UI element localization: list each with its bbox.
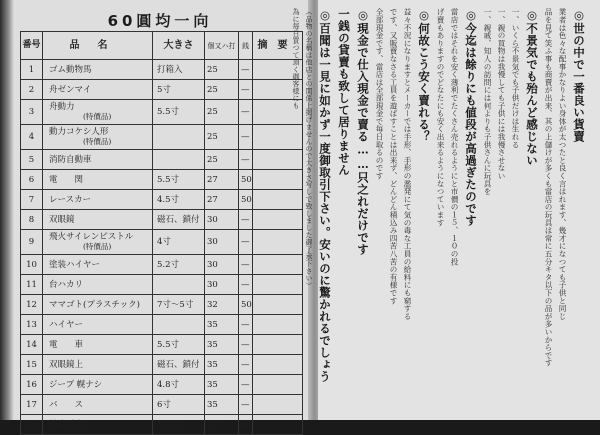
item-multiple: 27 <box>205 170 239 190</box>
item-multiple: 25 <box>205 125 239 150</box>
item-special-price-tag: (特價品) <box>83 112 112 121</box>
section-heading: 一銭の貸賣も致して居りません <box>337 8 351 176</box>
item-multiple: 30 <box>205 210 239 230</box>
table-row <box>21 230 303 255</box>
section-heading: ◎現金で仕入現金で賣る……只之れだけです <box>356 8 370 256</box>
item-price: — <box>239 80 253 100</box>
item-size <box>153 125 205 150</box>
header-multiple: 個又ハ打 <box>205 32 239 60</box>
header-no: 番号 <box>21 32 43 60</box>
item-name-text: 動力コケシ人形 <box>49 127 109 137</box>
table-row <box>21 60 303 80</box>
item-price: — <box>239 100 253 125</box>
item-name-text: レースカー <box>49 194 92 205</box>
section-heading: ◎不景気でも殆んど感じない <box>525 8 539 167</box>
item-special-price-tag: (特價品) <box>83 137 112 146</box>
table-row <box>21 375 303 395</box>
item-multiple: 35 <box>205 395 239 415</box>
item-name <box>43 80 153 100</box>
body-text-column: です、又販賣なさる工員を遊ばすことは出来ず、どんどん積込み四苦八苦の有様です <box>389 8 398 305</box>
row-number: 9 <box>21 230 43 255</box>
row-number: 11 <box>21 275 43 295</box>
item-name <box>43 150 153 170</box>
item-size: 7寸～5寸 <box>153 295 205 315</box>
item-name <box>43 335 153 355</box>
item-multiple: 35 <box>205 375 239 395</box>
header-name: 品名 <box>43 32 153 60</box>
item-multiple: 37 <box>205 415 239 435</box>
row-number: 3 <box>21 100 43 125</box>
item-size <box>153 150 205 170</box>
item-multiple: 25 <box>205 100 239 125</box>
item-name <box>43 315 153 335</box>
item-name <box>43 355 153 375</box>
table-row <box>21 415 303 435</box>
item-price: 50 <box>239 170 253 190</box>
item-size <box>153 275 205 295</box>
item-price: — <box>239 275 253 295</box>
item-multiple: 35 <box>205 315 239 335</box>
item-name <box>43 210 153 230</box>
row-number: 2 <box>21 80 43 100</box>
body-text-column: 為に毎日買つて頂く御客様にも <box>292 8 300 109</box>
item-size: 4.8寸 <box>153 375 205 395</box>
item-size: 磁石、鎖付 <box>153 210 205 230</box>
item-special-price-tag: (特價品) <box>83 242 112 251</box>
row-number: 6 <box>21 170 43 190</box>
table-row <box>21 395 303 415</box>
item-size: 5.5寸 <box>153 170 205 190</box>
row-number: 8 <box>21 210 43 230</box>
row-number: 15 <box>21 355 43 375</box>
item-name-text: 舟ゼンマイ <box>49 84 92 95</box>
item-name <box>43 190 153 210</box>
item-name-text: ジープ 幌ナシ <box>49 379 103 390</box>
item-name-text: ハイヤー <box>49 319 84 330</box>
body-text-column: 業者は色々な配事かなりよい身体が太つたと良く言はれます、幾才になつても子供と同じ <box>558 8 567 320</box>
item-price: — <box>239 125 253 150</box>
item-name-text: 消防自動車 <box>49 154 92 165</box>
table-row <box>21 100 303 125</box>
item-name <box>43 125 153 150</box>
item-price: — <box>239 150 253 170</box>
item-name-text: 電 車 <box>49 339 84 350</box>
item-price: — <box>239 375 253 395</box>
section-heading: ◎今迄は餘りにも値段が高過ぎたのです <box>464 8 478 227</box>
table-row <box>21 315 303 335</box>
table-header-row <box>21 32 303 60</box>
body-text-column: 一、いくら不景気でも子供だけは生れる <box>511 8 520 149</box>
table-row <box>21 335 303 355</box>
item-name <box>43 415 153 435</box>
item-price: — <box>239 315 253 335</box>
item-name <box>43 60 153 80</box>
item-size: 5.5寸 <box>153 335 205 355</box>
item-name-text: 飛火サイレンピストル <box>49 232 134 242</box>
item-note <box>253 415 303 435</box>
row-number: 12 <box>21 295 43 315</box>
header-price-unit: 銭 <box>239 32 253 60</box>
item-name <box>43 255 153 275</box>
item-price: 50 <box>239 190 253 210</box>
description-page <box>292 0 600 420</box>
item-multiple: 30 <box>205 275 239 295</box>
item-name-text: 台ハカリ <box>49 279 84 290</box>
row-number: 10 <box>21 255 43 275</box>
table-row <box>21 255 303 275</box>
row-number: 13 <box>21 315 43 335</box>
item-multiple: 35 <box>205 355 239 375</box>
item-price: — <box>239 60 253 80</box>
row-number: 17 <box>21 395 43 415</box>
item-name-text: ゴム動物馬 <box>49 64 92 75</box>
item-name-text: 電 関 <box>49 174 84 185</box>
section-heading: ◎百聞は一見に如かず一度御取引下さい。安いのに驚かれるでしょう <box>318 8 332 383</box>
item-multiple: 25 <box>205 60 239 80</box>
row-number: 16 <box>21 375 43 395</box>
item-size: 1.7尺 <box>153 415 205 435</box>
item-price: — <box>239 355 253 375</box>
table-row <box>21 355 303 375</box>
item-name <box>43 395 153 415</box>
item-price: — <box>239 335 253 355</box>
table-row <box>21 125 303 150</box>
item-name-text: 鉄砲引金 <box>49 419 84 430</box>
item-size <box>153 315 205 335</box>
item-multiple: 30 <box>205 255 239 275</box>
item-name <box>43 230 153 255</box>
item-price: 50 <box>239 415 253 435</box>
item-size: 4.5寸 <box>153 190 205 210</box>
item-name <box>43 295 153 315</box>
row-number: 4 <box>21 125 43 150</box>
section-heading: ◎何故こう安く賣れる？ <box>417 8 431 143</box>
item-price: — <box>239 395 253 415</box>
item-size: 打箱入 <box>153 60 205 80</box>
item-multiple: 32 <box>205 295 239 315</box>
item-name-text: 双眼鏡 <box>49 214 75 225</box>
item-name-text: 塗装ハイヤー <box>49 259 101 270</box>
section-heading: ◎世の中で一番良い貨賣 <box>572 8 586 143</box>
item-multiple: 25 <box>205 150 239 170</box>
item-size: 磁石、鎖付 <box>153 355 205 375</box>
item-name <box>43 100 153 125</box>
item-size: 6寸 <box>153 395 205 415</box>
body-text-column: 品を見て笑ふ事も商賣が出来、其の上儲けが多くも當店の玩具は常に五分キタ以下の品が多いからです <box>544 8 553 367</box>
body-text-column: 全部現金です、當店は全部現金で毎日取るのです <box>375 8 384 180</box>
row-number: 7 <box>21 190 43 210</box>
item-name-text: 舟動力 <box>49 102 75 112</box>
item-name-text: 双眼鏡上 <box>49 359 84 370</box>
item-price: — <box>239 255 253 275</box>
item-name-text: バ ス <box>49 399 84 410</box>
item-multiple: 27 <box>205 190 239 210</box>
table-row <box>21 150 303 170</box>
body-text-column: （品物の名稱は他店との関係上掲げませんので大きさ写しで致しました御了承下さい） <box>305 8 313 289</box>
price-table <box>20 31 303 435</box>
header-note: 摘要 <box>253 32 303 60</box>
item-name <box>43 375 153 395</box>
table-row <box>21 275 303 295</box>
body-text-column: 一、親戚、知人の訪問には何よりも子供さんに玩具を <box>483 8 492 196</box>
row-number: 1 <box>21 60 43 80</box>
item-name <box>43 275 153 295</box>
table-title: 60圓均一向 <box>107 12 213 30</box>
table-row <box>21 210 303 230</box>
item-size: 5.5寸 <box>153 100 205 125</box>
row-number: 14 <box>21 335 43 355</box>
row-number: 5 <box>21 150 43 170</box>
item-size: 5寸 <box>153 80 205 100</box>
item-size: 4寸 <box>153 230 205 255</box>
body-text-column: 當店ではそれを安く薄利でたくさん売れるようにと市價の１５、１０の投 <box>450 8 459 266</box>
item-multiple: 25 <box>205 80 239 100</box>
item-price: 50 <box>239 295 253 315</box>
item-name <box>43 170 153 190</box>
page-edge-shadow <box>0 0 14 420</box>
table-body <box>21 60 303 435</box>
item-multiple: 30 <box>205 230 239 255</box>
table-row <box>21 295 303 315</box>
item-name-text: ママゴト(プラスチック) <box>49 299 140 310</box>
item-multiple: 35 <box>205 335 239 355</box>
body-text-column: げ賣もありますのでどなたにも安く出来るようになつています <box>436 8 445 227</box>
header-size: 大きさ <box>153 32 205 60</box>
table-row <box>21 170 303 190</box>
body-text-column: 益々不況になりますとメーカーでは手形、手形の濫発にて気の毒な工員の給料にも窮する <box>403 8 412 320</box>
row-number: 18 <box>21 415 43 435</box>
table-row <box>21 190 303 210</box>
table-row <box>21 80 303 100</box>
item-price: — <box>239 210 253 230</box>
item-price: — <box>239 230 253 255</box>
body-text-column: 一、親の買物は我慢しても子供には我慢させない <box>497 8 506 180</box>
item-size: 5.2寸 <box>153 255 205 275</box>
